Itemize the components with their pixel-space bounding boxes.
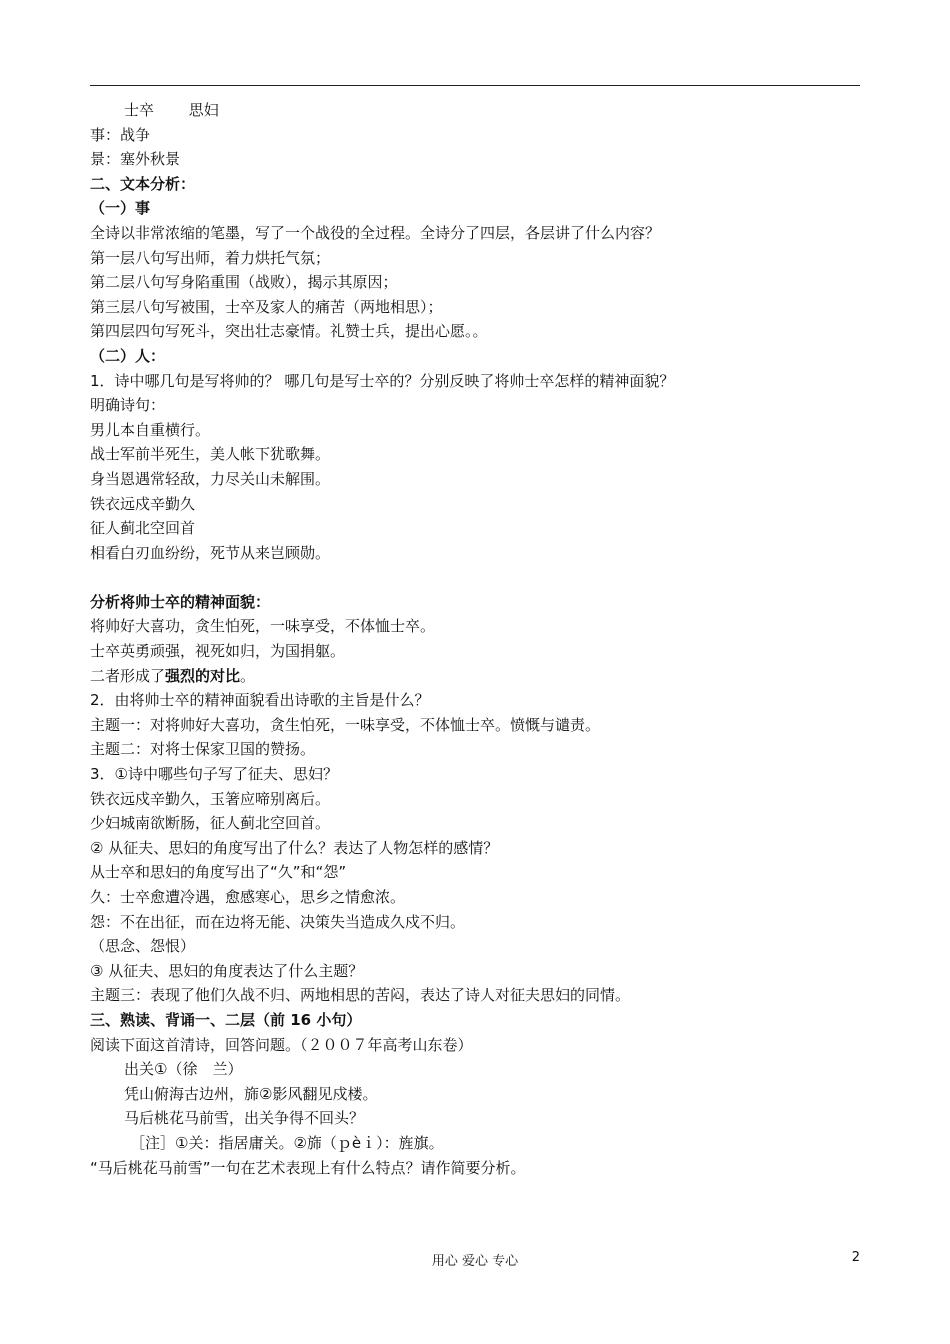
text-line: 怨：不在出征，而在边将无能、决策失当造成久戍不归。	[90, 912, 466, 931]
section-heading: 三、熟读、背诵一、二层（前 16 小句）	[90, 1010, 362, 1029]
text-line: 久：士卒愈遭冷遇，愈感寒心，思乡之情愈浓。	[90, 888, 406, 906]
contrast-emphasis: 强烈的对比	[165, 666, 241, 685]
text-line: ② 从征夫、思妇的角度写出了什么？表达了人物怎样的感情？	[90, 838, 499, 857]
text-line: ③ 从征夫、思妇的角度表达了什么主题？	[90, 961, 364, 980]
text-line: 铁衣远戍辛勤久	[90, 494, 196, 513]
contrast-line	[90, 664, 860, 689]
text-line: 将帅好大喜功，贪生怕死，一味享受，不体恤士卒。	[90, 617, 436, 636]
header-line: 士卒 思妇	[124, 101, 219, 119]
text-line: 身当恩遇常轻敌，力尽关山未解围。	[90, 469, 331, 488]
contrast-prefix: 二者形成了	[90, 666, 166, 685]
contrast-suffix: 。	[240, 666, 256, 685]
poem-title: 出关①（徐 兰）	[124, 1060, 243, 1079]
exam-question: “马后桃花马前雪”一句在艺术表现上有什么特点？请作简要分析。	[90, 1158, 526, 1177]
text-line: 主题一：对将帅好大喜功，贪生怕死，一味享受，不体恤士卒。愤慨与谴责。	[90, 715, 601, 734]
text-line: 2．由将帅士卒的精神面貌看出诗歌的主旨是什么？	[90, 691, 430, 710]
subsection-heading: （一）事	[90, 199, 151, 218]
text-line: 第三层八句写被围，士卒及家人的痛苦（两地相思）；	[90, 297, 443, 316]
poem-line: 凭山俯海古边州，旆②影风翻见戍楼。	[124, 1084, 378, 1103]
text-line: 铁衣远戍辛勤久，玉箸应啼别离后。	[90, 789, 331, 808]
text-line: 从士卒和思妇的角度写出了“久”和“怨”	[90, 863, 347, 882]
text-line: 士卒英勇顽强，视死如归，为国捐躯。	[90, 642, 346, 661]
section-heading: 二、文本分析：	[90, 174, 196, 193]
text-line: 战士军前半死生，美人帐下犹歌舞。	[90, 445, 331, 464]
text-line: 征人蓟北空回首	[90, 519, 196, 538]
text-line: 主题二：对将士保家卫国的赞扬。	[90, 740, 316, 759]
subsection-heading: （二）人：	[90, 346, 166, 365]
text-line: 全诗以非常浓缩的笔墨，写了一个战役的全过程。全诗分了四层，各层讲了什么内容？	[90, 223, 661, 242]
text-line: 事：战争	[90, 125, 151, 144]
text-line: 男儿本自重横行。	[90, 420, 211, 439]
text-line: 少妇城南欲断肠，征人蓟北空回首。	[90, 814, 331, 833]
text-line: 景：塞外秋景	[90, 150, 181, 169]
poem-note: ［注］①关：指居庸关。②旆（ｐèｉ）：旌旗。	[130, 1133, 444, 1152]
poem-line: 马后桃花马前雪，出关争得不回头？	[124, 1109, 365, 1128]
footer-slogan: 用心 爱心 专心	[431, 1254, 519, 1269]
text-line: 3．①诗中哪些句子写了征夫、思妇？	[90, 765, 338, 784]
text-line: 第一层八句写出师，着力烘托气氛；	[90, 248, 331, 267]
analysis-heading: 分析将帅士卒的精神面貌：	[90, 592, 271, 611]
text-line: 1．诗中哪几句是写将帅的？ 哪几句是写士卒的？分别反映了将帅士卒怎样的精神面貌？	[90, 371, 675, 390]
text-line: 第四层四句写死斗，突出壮志豪情。礼赞士兵，提出心愿。。	[90, 322, 488, 341]
text-line: （思念、怨恨）	[90, 937, 196, 956]
text-line: 主题三：表现了他们久战不归、两地相思的苦闷，表达了诗人对征夫思妇的同情。	[90, 986, 631, 1005]
page-number: 2	[851, 1250, 860, 1265]
text-line: 第二层八句写身陷重围（战败），揭示其原因；	[90, 273, 398, 292]
text-line: 明确诗句：	[90, 396, 166, 415]
document-body	[90, 98, 860, 1180]
blank-line	[90, 565, 860, 590]
exam-intro: 阅读下面这首清诗，回答问题。（２００７年高考山东卷）	[90, 1035, 473, 1054]
text-line: 相看白刃血纷纷，死节从来岂顾勋。	[90, 543, 331, 562]
header-rule	[90, 85, 860, 86]
